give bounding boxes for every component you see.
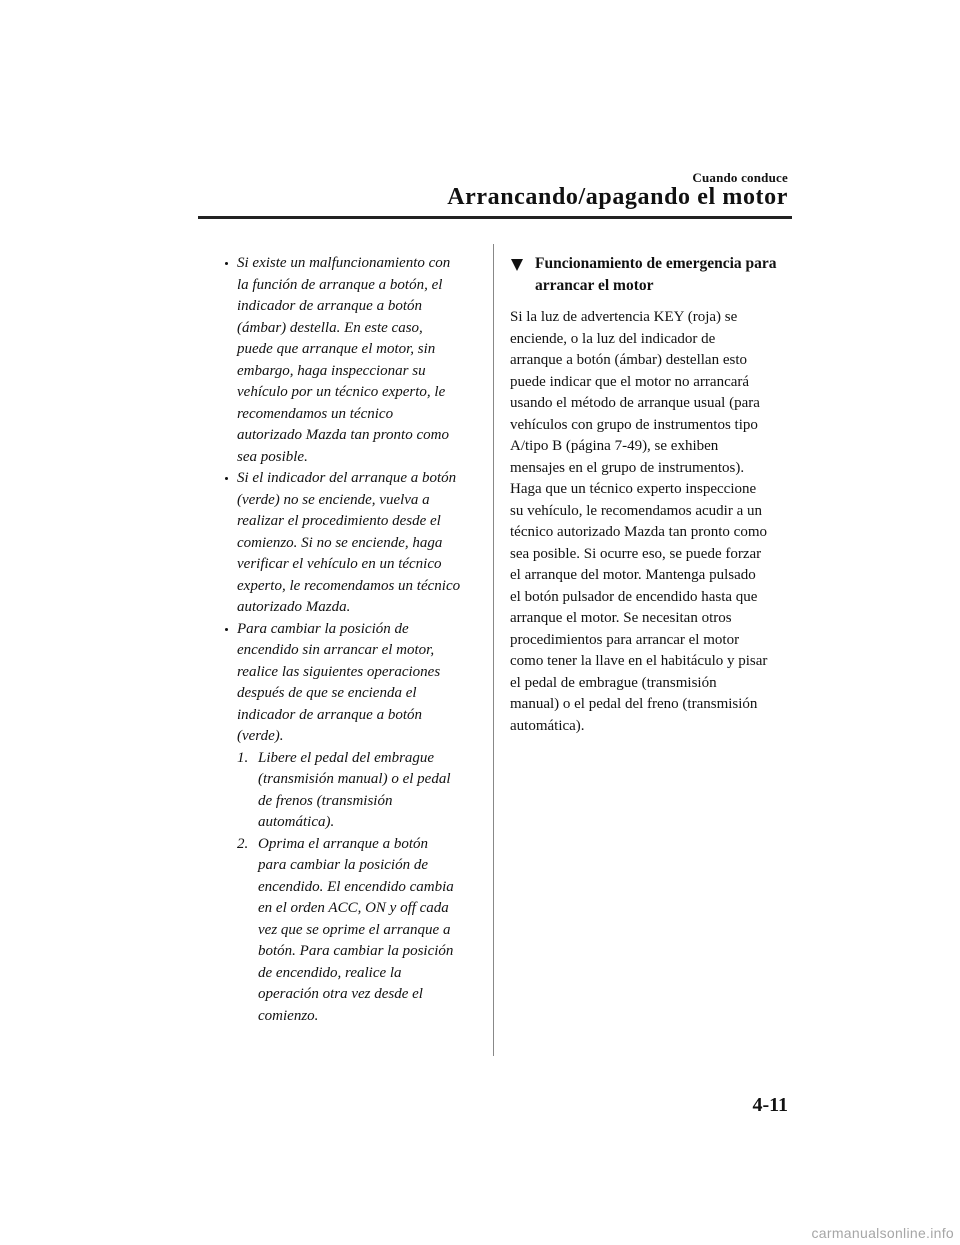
text-line: (ámbar) destella. En este caso,	[237, 319, 423, 336]
page-number: 4-11	[752, 1094, 788, 1116]
text-line: técnico autorizado Mazda tan pronto como	[510, 524, 767, 540]
text-line: Si la luz de advertencia KEY (roja) se	[510, 309, 738, 325]
text-line: sea posible.	[237, 448, 308, 465]
text-line: arranque el motor. Se necesitan otros	[510, 610, 732, 626]
text-line: el pedal de embrague (transmisión	[510, 674, 717, 691]
text-line: vehículo por un técnico experto, le	[237, 384, 446, 400]
text-line: indicador de arranque a botón	[237, 706, 422, 723]
bullet-text	[237, 619, 480, 748]
text-line: Oprima el arranque a botón	[258, 835, 428, 852]
text-line: recomendamos un técnico	[237, 405, 394, 422]
bullet-icon	[225, 628, 228, 631]
bullet-text	[237, 468, 480, 619]
watermark: carmanualsonline.info	[811, 1225, 954, 1241]
text-line: manual) o el pedal del freno (transmisión	[510, 696, 758, 712]
column-divider	[493, 244, 494, 1056]
text-line: autorizado Mazda tan pronto como	[237, 427, 449, 443]
step-number: 1.	[237, 749, 249, 766]
text-line: su vehículo, le recomendamos acudir a un	[510, 502, 762, 519]
text-line: el botón pulsador de encendido hasta que	[510, 588, 758, 605]
text-line: procedimientos para arrancar el motor	[510, 631, 740, 648]
step-2	[218, 834, 480, 1028]
text-line: Si el indicador del arranque a botón	[237, 470, 457, 486]
text-line: sea posible. Si ocurre eso, se puede forzar	[510, 545, 762, 562]
emergency-start-paragraph	[510, 307, 792, 737]
section-heading	[510, 253, 792, 296]
text-line: enciende, o la luz del indicador de	[510, 330, 716, 347]
text-line: después de que se encienda el	[237, 685, 417, 701]
text-line: encendido. El encendido cambia	[258, 878, 454, 895]
text-line: verificar el vehículo en un técnico	[237, 556, 442, 572]
text-line: la función de arranque a botón, el	[237, 276, 443, 293]
text-line: autorizado Mazda.	[237, 599, 351, 615]
bullet-icon	[225, 262, 228, 265]
text-line: Si existe un malfuncionamiento con	[237, 255, 451, 271]
text-line: comienzo.	[258, 1007, 319, 1024]
text-line: el arranque del motor. Mantenga pulsado	[510, 567, 756, 583]
section-label: Cuando conduce	[692, 170, 788, 185]
right-column	[510, 253, 792, 737]
text-line: realizar el procedimiento desde el	[237, 513, 441, 529]
text-line: puede que arranque el motor, sin	[237, 341, 436, 357]
text-line: embargo, haga inspeccionar su	[237, 362, 426, 379]
text-line: en el orden ACC, ON y off cada	[258, 900, 449, 916]
text-line: mensajes en el grupo de instrumentos).	[510, 459, 745, 476]
left-column	[218, 253, 480, 1027]
text-line: (verde) no se enciende, vuelva a	[237, 491, 430, 508]
header-rule	[198, 216, 792, 219]
bullet-icon	[225, 477, 228, 480]
text-line: Para cambiar la posición de	[237, 620, 409, 637]
text-line: (transmisión manual) o el pedal	[258, 771, 451, 787]
text-line: vez que se oprime el arranque a	[258, 921, 451, 938]
text-line: automática).	[510, 717, 585, 734]
page-title: Arrancando/apagando el motor	[447, 184, 788, 210]
text-line: experto, le recomendamos un técnico	[237, 577, 461, 594]
bullet-change-ignition	[218, 619, 480, 748]
text-line: comienzo. Si no se enciende, haga	[237, 534, 443, 551]
text-line: operación otra vez desde el	[258, 986, 423, 1002]
text-line: Haga que un técnico experto inspeccione	[510, 481, 757, 497]
text-line: Libere el pedal del embrague	[258, 749, 435, 766]
step-text	[258, 834, 480, 1028]
text-line: A/tipo B (página 7-49), se exhiben	[510, 438, 719, 454]
text-line: (verde).	[237, 728, 284, 744]
bullet-green-indicator	[218, 468, 480, 619]
text-line: usando el método de arranque usual (para	[510, 395, 760, 411]
text-line: botón. Para cambiar la posición	[258, 943, 454, 959]
text-line: de frenos (transmisión	[258, 792, 393, 809]
triangle-down-icon	[511, 259, 523, 271]
text-line: de encendido, realice la	[258, 964, 402, 981]
heading-line: arrancar el motor	[535, 276, 654, 294]
text-line: arranque a botón (ámbar) destellan esto	[510, 352, 747, 368]
text-line: puede indicar que el motor no arrancará	[510, 373, 750, 390]
text-line: encendido sin arrancar el motor,	[237, 642, 435, 658]
step-number: 2.	[237, 835, 249, 852]
heading-line: Funcionamiento de emergencia para	[535, 255, 777, 272]
text-line: como tener la llave en el habitáculo y pisar	[510, 653, 768, 669]
bullet-malfunction	[218, 253, 480, 468]
text-line: automática).	[258, 814, 335, 830]
text-line: indicador de arranque a botón	[237, 298, 422, 314]
text-line: para cambiar la posición de	[258, 857, 428, 873]
bullet-text	[237, 253, 480, 468]
text-line: vehículos con grupo de instrumentos tipo	[510, 416, 758, 433]
step-1	[218, 748, 480, 834]
text-line: realice las siguientes operaciones	[237, 663, 441, 680]
step-text	[258, 748, 480, 834]
